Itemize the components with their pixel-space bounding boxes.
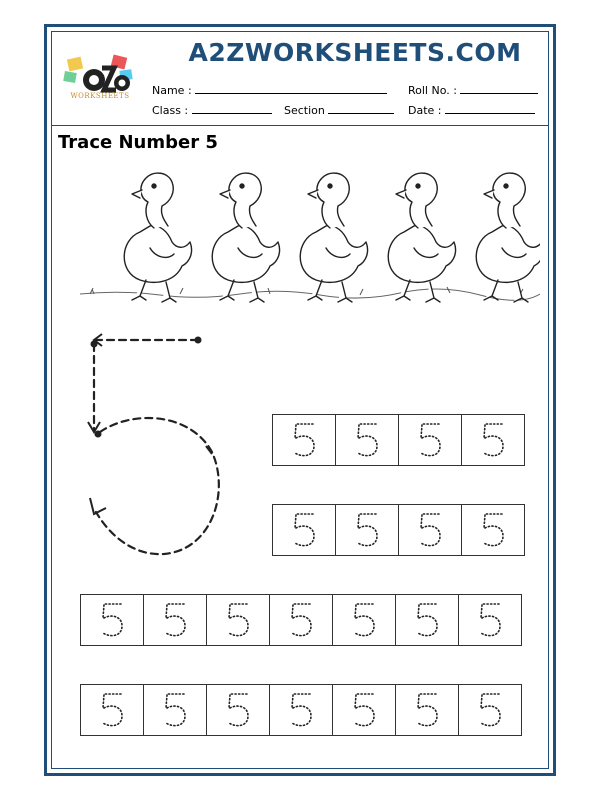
dotted-five-glyph	[478, 420, 508, 460]
trace-box	[269, 684, 333, 736]
name-label: Name :	[152, 84, 192, 97]
site-logo	[62, 52, 138, 112]
trace-box	[206, 684, 270, 736]
arrow-up-left-icon	[90, 498, 106, 514]
class-blank	[192, 104, 272, 114]
class-field	[152, 104, 272, 117]
dotted-five-glyph	[349, 600, 379, 640]
site-title: A2ZWORKSHEETS.COM	[188, 38, 522, 67]
trace-box	[332, 684, 396, 736]
duck-3	[300, 173, 367, 302]
section-blank	[328, 104, 394, 114]
dotted-five-glyph	[478, 510, 508, 550]
duck-4	[388, 173, 455, 302]
roll-blank	[460, 84, 538, 94]
dotted-five-glyph	[415, 510, 445, 550]
trace-row-1	[272, 414, 525, 466]
trace-box	[143, 684, 207, 736]
dotted-five-glyph	[289, 420, 319, 460]
trace-box	[272, 414, 336, 466]
trace-box	[398, 414, 462, 466]
trace-box	[272, 504, 336, 556]
dotted-five-glyph	[475, 600, 505, 640]
dotted-five-glyph	[412, 690, 442, 730]
header	[52, 32, 548, 126]
dotted-five-glyph	[475, 690, 505, 730]
page-border	[44, 24, 556, 776]
dotted-five-glyph	[352, 510, 382, 550]
dotted-five-glyph	[415, 420, 445, 460]
dotted-five-glyph	[286, 690, 316, 730]
date-label: Date :	[408, 104, 442, 117]
logo-text: WORKSHEETS	[70, 92, 130, 100]
big-five-stroke-guide	[72, 322, 232, 572]
trace-box	[398, 504, 462, 556]
dotted-five-glyph	[349, 690, 379, 730]
trace-box	[395, 594, 459, 646]
worksheet-title: Trace Number 5	[58, 132, 218, 153]
logo-icon	[62, 52, 138, 94]
trace-box	[269, 594, 333, 646]
dotted-five-glyph	[223, 600, 253, 640]
trace-box	[461, 504, 525, 556]
dotted-five-glyph	[223, 690, 253, 730]
dotted-five-glyph	[160, 600, 190, 640]
trace-box	[461, 414, 525, 466]
section-label: Section	[284, 104, 325, 117]
trace-box	[335, 504, 399, 556]
trace-box	[458, 594, 522, 646]
trace-box	[80, 594, 144, 646]
dotted-five-glyph	[97, 600, 127, 640]
date-field	[408, 104, 535, 117]
trace-box	[395, 684, 459, 736]
class-label: Class :	[152, 104, 189, 117]
trace-box	[80, 684, 144, 736]
start-dot-3	[95, 431, 102, 438]
dotted-five-glyph	[160, 690, 190, 730]
trace-box	[458, 684, 522, 736]
date-blank	[445, 104, 535, 114]
dotted-five-glyph	[352, 420, 382, 460]
start-dot-1	[195, 337, 202, 344]
roll-label: Roll No. :	[408, 84, 457, 97]
duck-5	[476, 173, 540, 302]
name-blank	[195, 84, 387, 94]
trace-box	[335, 414, 399, 466]
dotted-five-glyph	[97, 690, 127, 730]
dotted-five-glyph	[412, 600, 442, 640]
dotted-five-glyph	[286, 600, 316, 640]
trace-box	[206, 594, 270, 646]
dotted-five-glyph	[289, 510, 319, 550]
duck-2	[212, 173, 279, 302]
curve-stroke	[96, 418, 219, 554]
trace-box	[332, 594, 396, 646]
trace-row-2	[272, 504, 525, 556]
section-field	[284, 104, 394, 117]
duck-1	[124, 173, 191, 302]
trace-box	[143, 594, 207, 646]
name-field	[152, 84, 387, 97]
inner-border	[51, 31, 549, 769]
ducks-illustration	[80, 162, 540, 312]
trace-row-4	[80, 684, 522, 736]
trace-row-3	[80, 594, 522, 646]
roll-field	[408, 84, 538, 97]
